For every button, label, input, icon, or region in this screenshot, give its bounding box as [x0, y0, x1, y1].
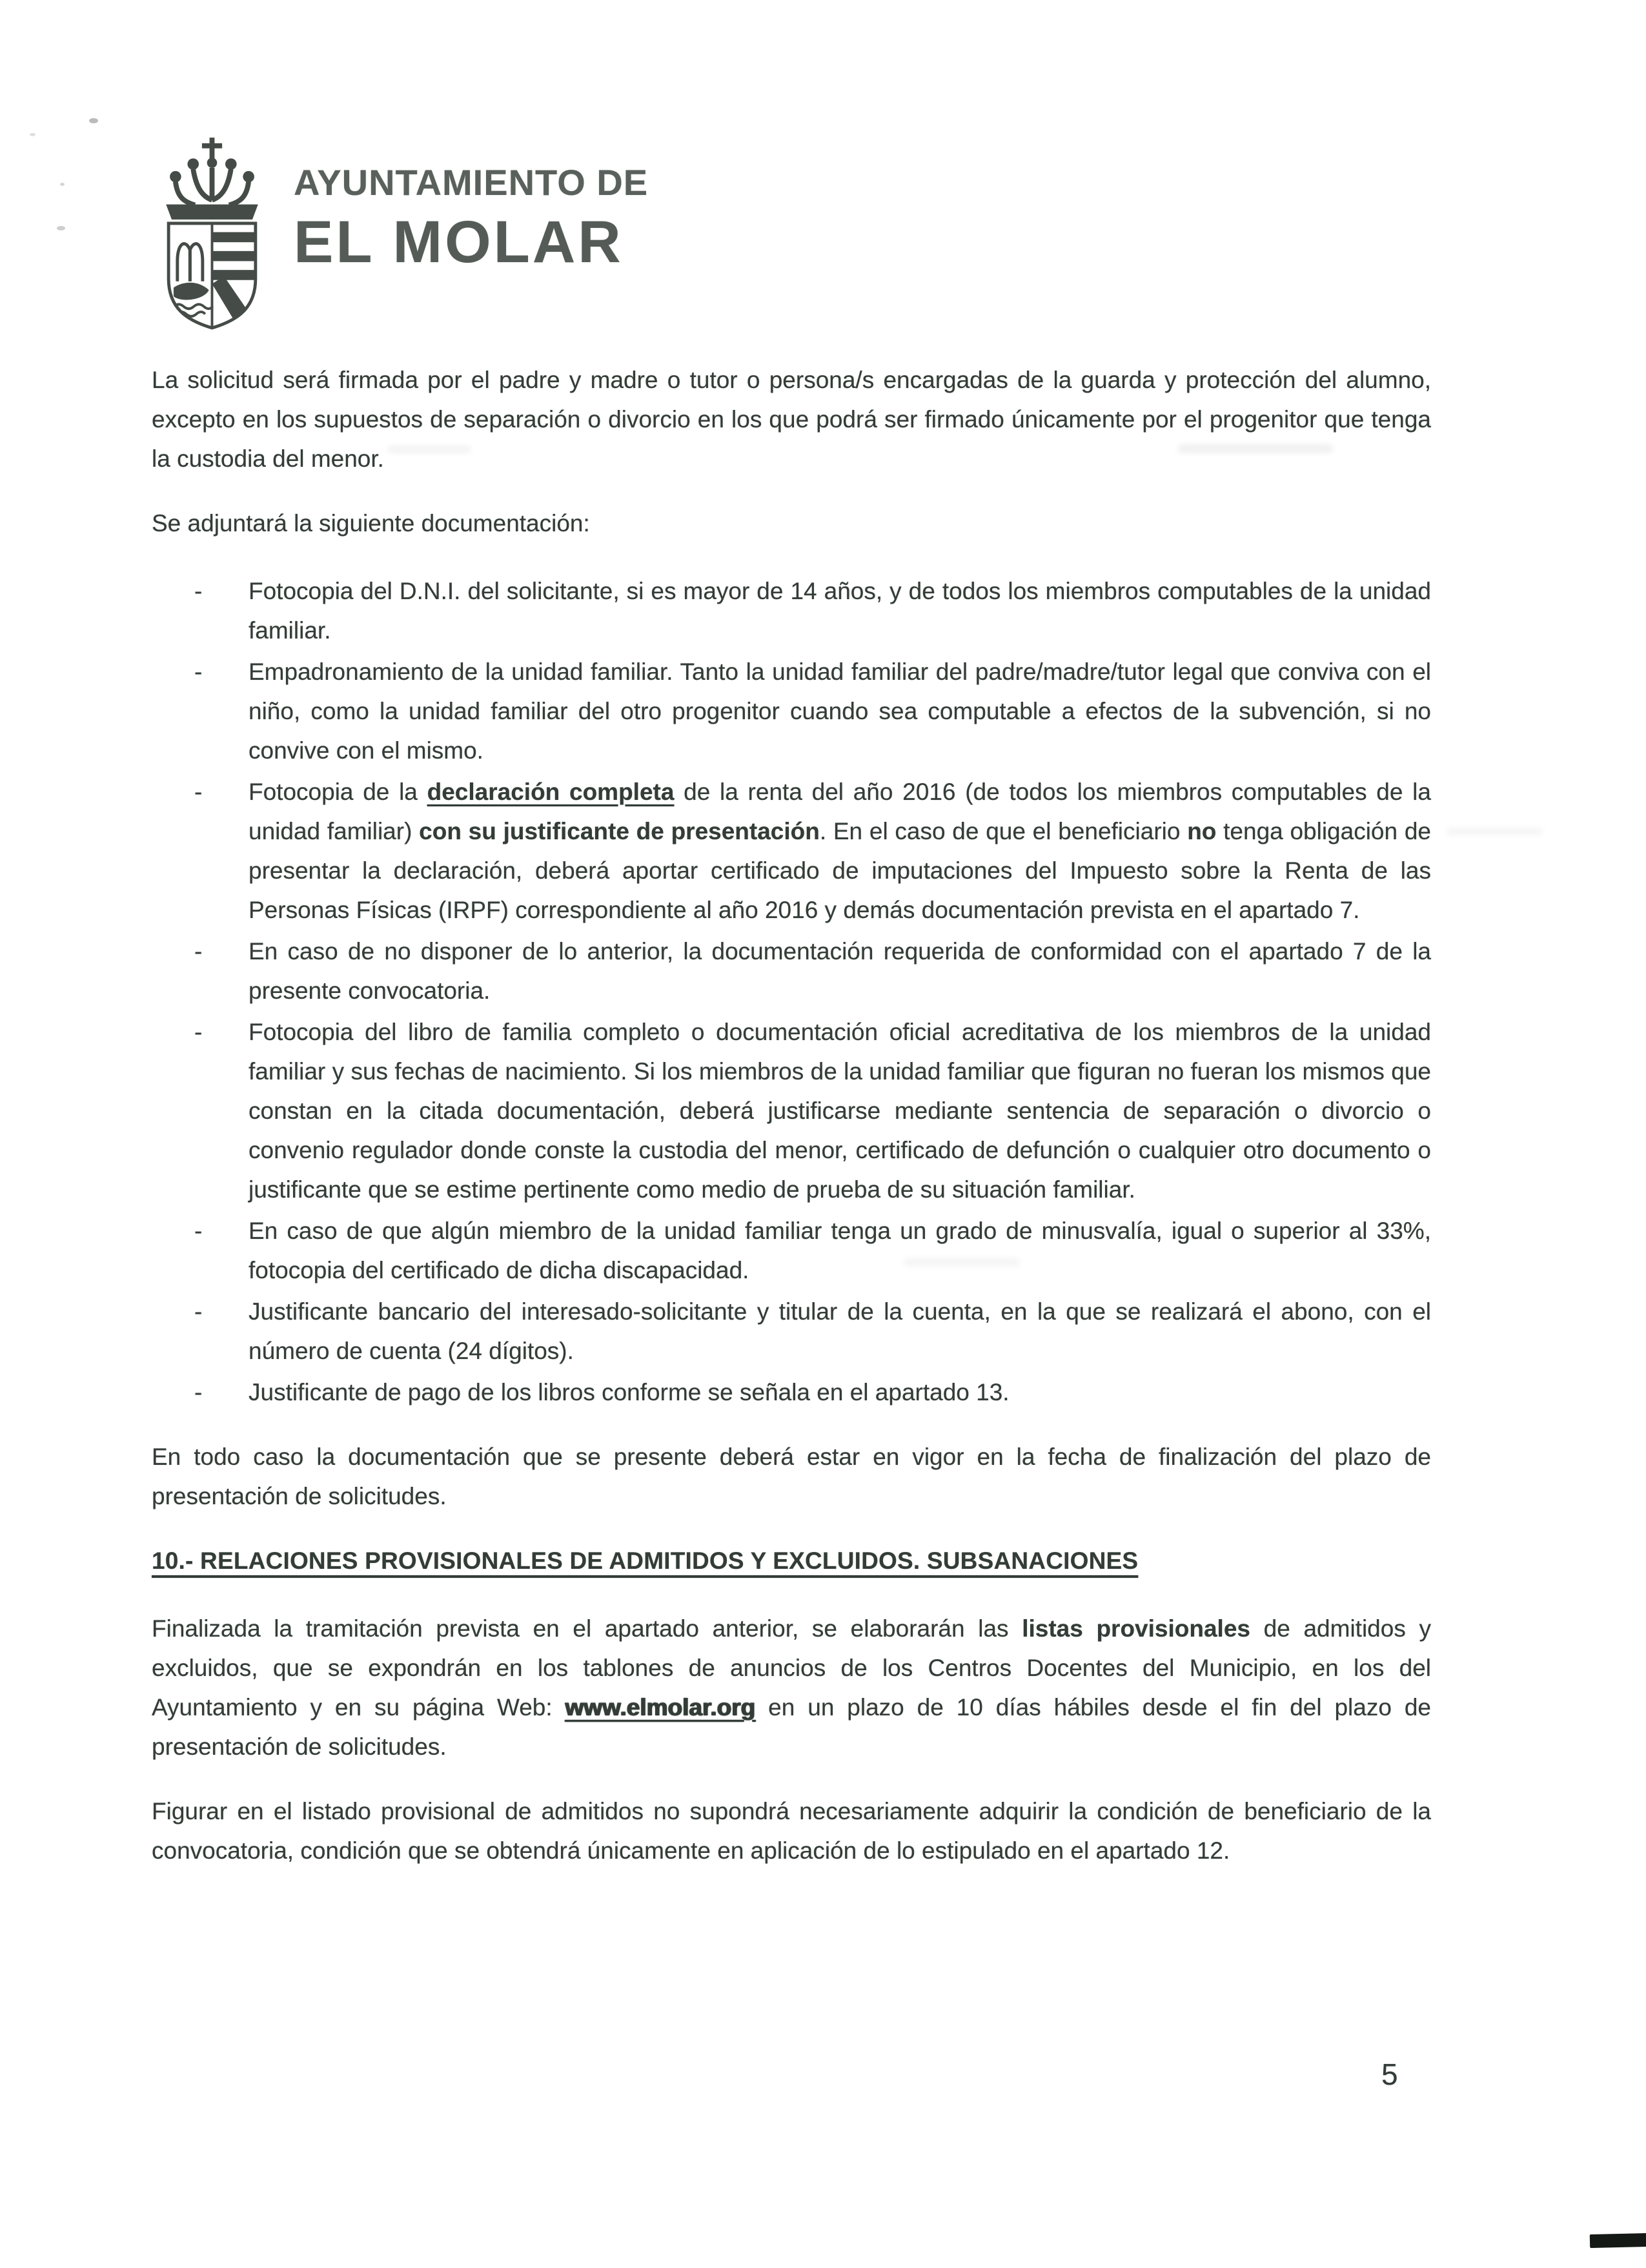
bullet-dash: -	[194, 1019, 203, 1045]
validity-paragraph: En todo caso la documentación que se presente deberá estar en vigor en la fecha de finalización del plazo de presentación de solicitudes.	[152, 1444, 1431, 1509]
scan-speck	[30, 133, 36, 136]
coat-of-arms-logo	[146, 136, 278, 332]
website-link[interactable]: www.elmolar.org	[565, 1694, 756, 1721]
list-item	[152, 1373, 1431, 1412]
bullet-dash: -	[194, 1298, 203, 1325]
intro-paragraph: La solicitud será firmada por el padre y madre o tutor o persona/s encargadas de la guarda y protección del alumno, excepto en los supuestos de separación o divorcio en los que podrá ser firmado únicamente por el progenitor que tenga la custodia del menor.	[152, 367, 1431, 472]
scan-speck	[89, 118, 98, 123]
closing-paragraph: Figurar en el listado provisional de admitidos no supondrá necesariamente adquirir la condición de beneficiario de la convocatoria, condición que se obtendrá únicamente en aplicación de lo estipulado en el apartado 12.	[152, 1798, 1431, 1864]
scan-smudge	[1178, 444, 1333, 453]
bullet-dash: -	[194, 779, 203, 805]
list-item-text: Fotocopia del D.N.I. del solicitante, si es mayor de 14 años, y de todos los miembros computables de la unidad familiar.	[249, 578, 1431, 644]
list-item	[152, 1211, 1431, 1290]
org-name	[294, 136, 648, 332]
scan-smudge	[904, 1258, 1020, 1267]
scan-speck	[60, 183, 65, 186]
bullet-dash: -	[194, 1379, 203, 1405]
list-item	[152, 772, 1431, 930]
section-heading: 10.- RELACIONES PROVISIONALES DE ADMITIDOS Y EXCLUIDOS. SUBSANACIONES	[152, 1548, 1139, 1574]
bullet-dash: -	[194, 938, 203, 965]
list-item-text: Fotocopia del libro de familia completo o documentación oficial acreditativa de los miembros de la unidad familiar y sus fechas de nacimiento. Si los miembros de la unidad familiar que figuran no fueran los mismos que constan en la citada documentación, deberá justificarse mediante sentencia de separación o divorcio o convenio regulador donde conste la custodia del menor, certificado de defunción o cualquier otro documento o justificante que se estime pertinente como medio de prueba de su situación familiar.	[249, 1019, 1431, 1203]
list-item-text: Fotocopia de la declaración completa de la renta del año 2016 (de todos los miembros computables de la unidad familiar) con su justificante de presentación. En el caso de que el beneficiario no tenga obligación de presentar la declaración, deberá aportar certificado de imputaciones del Impuesto sobre la Renta de las Personas Físicas (IRPF) correspondiente al año 2016 y demás documentación prevista en el apartado 7.	[249, 779, 1431, 923]
org-name-line2: EL MOLAR	[294, 209, 624, 275]
bullet-dash: -	[194, 1218, 203, 1244]
document-body	[152, 360, 1431, 1870]
scan-speck	[57, 226, 65, 230]
list-item-text: En caso de que algún miembro de la unidad familiar tenga un grado de minusvalía, igual o superior al 33%, fotocopia del certificado de dicha discapacidad.	[249, 1218, 1431, 1283]
org-name-line1: AYUNTAMIENTO DE	[294, 162, 649, 203]
scan-smudge	[1446, 828, 1543, 835]
list-item	[152, 1012, 1431, 1209]
bullet-dash: -	[194, 578, 203, 604]
list-item	[152, 571, 1431, 650]
list-item-text: Justificante bancario del interesado-solicitante y titular de la cuenta, en la que se realizará el abono, con el número de cuenta (24 dígitos).	[249, 1298, 1431, 1364]
attachments-intro: Se adjuntará la siguiente documentación:	[152, 510, 590, 536]
scan-smudge	[387, 445, 471, 453]
attachments-list	[152, 571, 1431, 1412]
list-item-text: En caso de no disponer de lo anterior, la documentación requerida de conformidad con el apartado 7 de la presente convocatoria.	[249, 938, 1431, 1004]
list-item-text: Justificante de pago de los libros conforme se señala en el apartado 13.	[249, 1379, 1010, 1405]
list-item	[152, 932, 1431, 1010]
document-header	[146, 136, 648, 332]
list-item-text: Empadronamiento de la unidad familiar. Tanto la unidad familiar del padre/madre/tutor legal que conviva con el niño, como la unidad familiar del otro progenitor cuando sea computable a efectos de la subvención, si no convive con el mismo.	[249, 659, 1431, 764]
list-item	[152, 652, 1431, 770]
bullet-dash: -	[194, 659, 203, 685]
page-number: 5	[1381, 2058, 1398, 2091]
corner-mark	[1590, 2233, 1646, 2248]
section-paragraph: Finalizada la tramitación prevista en el apartado anterior, se elaborarán las listas provisionales de admitidos y excluidos, que se expondrán en los tablones de anuncios de los Centros Docentes del Municipio, en los del Ayuntamiento y en su página Web: www.elmolar.org en un plazo de 10 días hábiles desde el fin del plazo de presentación de solicitudes.	[152, 1615, 1431, 1760]
list-item	[152, 1292, 1431, 1371]
